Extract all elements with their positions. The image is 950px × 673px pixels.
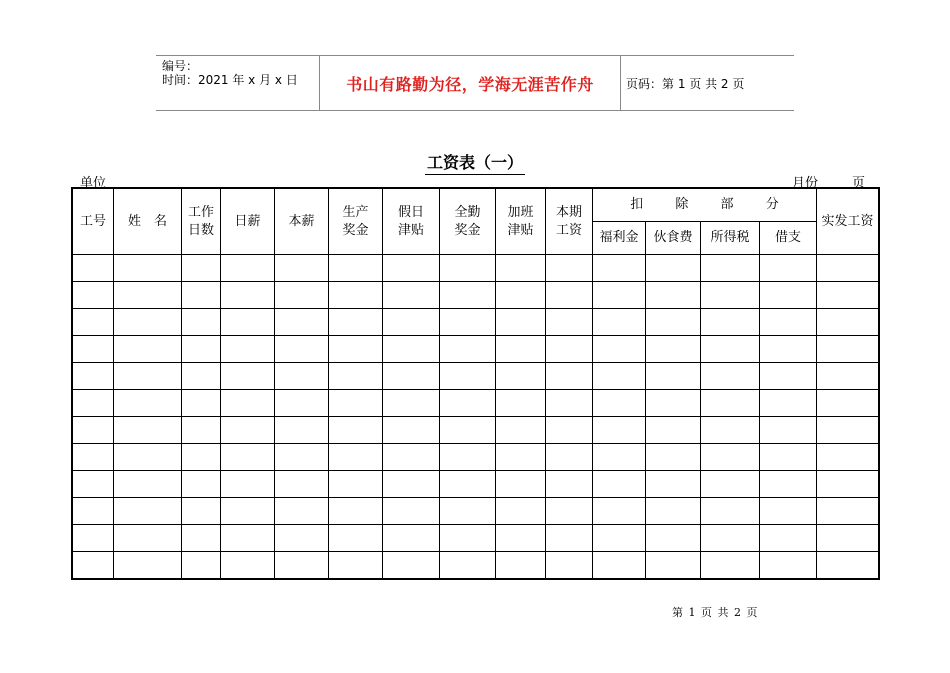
table-cell[interactable] — [73, 282, 114, 309]
table-cell[interactable] — [275, 309, 329, 336]
table-cell[interactable] — [383, 552, 440, 579]
table-cell[interactable] — [383, 444, 440, 471]
table-cell[interactable] — [546, 552, 593, 579]
table-cell[interactable] — [182, 255, 221, 282]
table-cell[interactable] — [701, 498, 760, 525]
col-header-meals: 伙食费 — [646, 222, 701, 255]
document-number-label: 编号： — [162, 59, 199, 73]
col-header-id: 工号 — [73, 189, 114, 255]
table-cell[interactable] — [546, 417, 593, 444]
table-cell[interactable] — [114, 417, 182, 444]
table-cell[interactable] — [440, 336, 496, 363]
table-cell[interactable] — [546, 309, 593, 336]
table-cell[interactable] — [73, 363, 114, 390]
table-cell[interactable] — [383, 363, 440, 390]
table-cell[interactable] — [73, 255, 114, 282]
table-cell[interactable] — [275, 444, 329, 471]
table-cell[interactable] — [182, 390, 221, 417]
table-cell[interactable] — [182, 444, 221, 471]
table-cell[interactable] — [546, 444, 593, 471]
table-cell[interactable] — [221, 282, 275, 309]
table-cell[interactable] — [760, 363, 817, 390]
table-cell[interactable] — [593, 363, 646, 390]
table-cell[interactable] — [73, 552, 114, 579]
table-cell[interactable] — [329, 255, 383, 282]
col-header-daily-wage: 日薪 — [221, 189, 275, 255]
table-cell[interactable] — [440, 417, 496, 444]
table-cell[interactable] — [275, 255, 329, 282]
table-cell[interactable] — [221, 471, 275, 498]
table-cell[interactable] — [646, 390, 701, 417]
table-cell[interactable] — [182, 552, 221, 579]
table-cell[interactable] — [73, 417, 114, 444]
table-cell[interactable] — [114, 552, 182, 579]
table-cell[interactable] — [275, 282, 329, 309]
table-cell[interactable] — [440, 552, 496, 579]
col-header-net-pay: 实发工资 — [817, 189, 879, 255]
table-cell[interactable] — [114, 255, 182, 282]
table-cell[interactable] — [760, 552, 817, 579]
table-cell[interactable] — [593, 444, 646, 471]
document-header — [156, 55, 794, 111]
col-header-deductions-group: 扣 除 部 分 — [593, 189, 817, 222]
table-cell[interactable] — [760, 471, 817, 498]
table-cell[interactable] — [114, 444, 182, 471]
table-row — [73, 282, 879, 309]
table-row — [73, 471, 879, 498]
table-cell[interactable] — [701, 444, 760, 471]
table-cell[interactable] — [701, 282, 760, 309]
table-cell[interactable] — [496, 390, 546, 417]
table-row — [73, 309, 879, 336]
col-header-welfare: 福利金 — [593, 222, 646, 255]
table-row — [73, 552, 879, 579]
table-cell[interactable] — [701, 417, 760, 444]
table-cell[interactable] — [383, 471, 440, 498]
table-row — [73, 336, 879, 363]
table-cell[interactable] — [593, 498, 646, 525]
table-row — [73, 525, 879, 552]
table-cell[interactable] — [329, 444, 383, 471]
col-header-name: 姓 名 — [114, 189, 182, 255]
table-cell[interactable] — [182, 363, 221, 390]
table-cell[interactable] — [440, 282, 496, 309]
table-cell[interactable] — [73, 444, 114, 471]
col-header-production-bonus: 生产 奖金 — [329, 189, 383, 255]
table-cell[interactable] — [646, 255, 701, 282]
table-cell[interactable] — [701, 363, 760, 390]
table-cell[interactable] — [593, 309, 646, 336]
table-cell[interactable] — [329, 417, 383, 444]
table-cell[interactable] — [593, 417, 646, 444]
table-cell[interactable] — [701, 390, 760, 417]
table-cell[interactable] — [114, 309, 182, 336]
table-header-row — [73, 189, 879, 222]
table-cell[interactable] — [817, 282, 879, 309]
table-cell[interactable] — [275, 498, 329, 525]
table-cell[interactable] — [73, 471, 114, 498]
table-cell[interactable] — [646, 498, 701, 525]
table-cell[interactable] — [182, 417, 221, 444]
col-header-attendance-bonus: 全勤 奖金 — [440, 189, 496, 255]
table-cell[interactable] — [383, 336, 440, 363]
table-cell[interactable] — [760, 255, 817, 282]
table-cell[interactable] — [546, 471, 593, 498]
table-cell[interactable] — [383, 390, 440, 417]
table-cell[interactable] — [114, 390, 182, 417]
table-cell[interactable] — [546, 255, 593, 282]
table-cell[interactable] — [546, 363, 593, 390]
table-cell[interactable] — [817, 552, 879, 579]
table-cell[interactable] — [593, 471, 646, 498]
table-cell[interactable] — [73, 498, 114, 525]
table-cell[interactable] — [440, 471, 496, 498]
table-cell[interactable] — [383, 309, 440, 336]
table-cell[interactable] — [73, 390, 114, 417]
table-cell[interactable] — [221, 336, 275, 363]
table-cell[interactable] — [760, 309, 817, 336]
table-cell[interactable] — [182, 282, 221, 309]
table-cell[interactable] — [646, 471, 701, 498]
table-cell[interactable] — [817, 471, 879, 498]
table-cell[interactable] — [817, 390, 879, 417]
table-cell[interactable] — [329, 336, 383, 363]
table-cell[interactable] — [182, 498, 221, 525]
table-cell[interactable] — [701, 471, 760, 498]
col-header-holiday-allowance: 假日 津贴 — [383, 189, 440, 255]
table-cell[interactable] — [73, 309, 114, 336]
table-cell[interactable] — [329, 471, 383, 498]
table-cell[interactable] — [546, 525, 593, 552]
table-cell[interactable] — [275, 471, 329, 498]
table-cell[interactable] — [114, 336, 182, 363]
table-cell[interactable] — [496, 309, 546, 336]
table-cell[interactable] — [760, 390, 817, 417]
table-cell[interactable] — [114, 282, 182, 309]
table-cell[interactable] — [440, 498, 496, 525]
table-cell[interactable] — [275, 336, 329, 363]
table-cell[interactable] — [275, 417, 329, 444]
col-header-advance: 借支 — [760, 222, 817, 255]
table-cell[interactable] — [440, 390, 496, 417]
table-cell[interactable] — [329, 309, 383, 336]
table-cell[interactable] — [182, 525, 221, 552]
header-page-info: 页码：第 1 页 共 2 页 — [626, 76, 745, 91]
table-cell[interactable] — [383, 282, 440, 309]
table-cell[interactable] — [817, 498, 879, 525]
table-cell[interactable] — [817, 309, 879, 336]
table-cell[interactable] — [817, 444, 879, 471]
table-cell[interactable] — [182, 471, 221, 498]
table-row — [73, 444, 879, 471]
table-cell[interactable] — [646, 552, 701, 579]
table-cell[interactable] — [221, 417, 275, 444]
page-label: 页 — [852, 176, 866, 191]
table-cell[interactable] — [701, 525, 760, 552]
salary-table-body — [73, 255, 879, 579]
table-cell[interactable] — [496, 444, 546, 471]
salary-table — [72, 188, 879, 579]
table-cell[interactable] — [701, 255, 760, 282]
month-label: 月份 — [792, 176, 819, 191]
table-cell[interactable] — [221, 255, 275, 282]
table-cell[interactable] — [496, 552, 546, 579]
table-cell[interactable] — [182, 336, 221, 363]
table-cell[interactable] — [329, 552, 383, 579]
table-cell[interactable] — [221, 309, 275, 336]
table-cell[interactable] — [383, 417, 440, 444]
col-header-income-tax: 所得税 — [701, 222, 760, 255]
header-motto: 书山有路勤为径，学海无涯苦作舟 — [346, 74, 594, 94]
table-cell[interactable] — [593, 255, 646, 282]
col-header-workdays: 工作 日数 — [182, 189, 221, 255]
table-cell[interactable] — [275, 525, 329, 552]
table-cell[interactable] — [546, 390, 593, 417]
table-cell[interactable] — [496, 282, 546, 309]
col-header-overtime-allowance: 加班 津贴 — [496, 189, 546, 255]
col-header-period-wage: 本期 工资 — [546, 189, 593, 255]
unit-label: 单位 — [80, 176, 107, 191]
table-row — [73, 390, 879, 417]
table-cell[interactable] — [275, 390, 329, 417]
table-cell[interactable] — [701, 309, 760, 336]
table-cell[interactable] — [221, 444, 275, 471]
table-cell[interactable] — [496, 255, 546, 282]
table-cell[interactable] — [329, 363, 383, 390]
table-cell[interactable] — [496, 525, 546, 552]
table-cell[interactable] — [646, 525, 701, 552]
header-divider — [620, 56, 621, 110]
table-row — [73, 498, 879, 525]
table-cell[interactable] — [646, 282, 701, 309]
table-cell[interactable] — [646, 444, 701, 471]
table-cell[interactable] — [275, 552, 329, 579]
table-cell[interactable] — [275, 363, 329, 390]
table-cell[interactable] — [593, 282, 646, 309]
table-row — [73, 255, 879, 282]
table-cell[interactable] — [760, 444, 817, 471]
table-cell[interactable] — [73, 336, 114, 363]
table-cell[interactable] — [760, 417, 817, 444]
table-cell[interactable] — [440, 444, 496, 471]
table-cell[interactable] — [182, 309, 221, 336]
table-cell[interactable] — [114, 498, 182, 525]
table-cell[interactable] — [440, 525, 496, 552]
table-cell[interactable] — [646, 336, 701, 363]
table-cell[interactable] — [817, 363, 879, 390]
table-cell[interactable] — [593, 390, 646, 417]
table-cell[interactable] — [114, 525, 182, 552]
table-cell[interactable] — [817, 336, 879, 363]
table-cell[interactable] — [329, 525, 383, 552]
table-cell[interactable] — [760, 336, 817, 363]
table-cell[interactable] — [221, 363, 275, 390]
table-cell[interactable] — [496, 336, 546, 363]
table-cell[interactable] — [646, 309, 701, 336]
table-cell[interactable] — [221, 552, 275, 579]
table-cell[interactable] — [546, 498, 593, 525]
table-cell[interactable] — [329, 282, 383, 309]
header-meta — [162, 56, 318, 110]
table-cell[interactable] — [329, 498, 383, 525]
table-cell[interactable] — [440, 309, 496, 336]
table-cell[interactable] — [383, 255, 440, 282]
table-cell[interactable] — [221, 498, 275, 525]
table-cell[interactable] — [760, 525, 817, 552]
col-header-base-salary: 本薪 — [275, 189, 329, 255]
table-cell[interactable] — [701, 336, 760, 363]
table-cell[interactable] — [546, 336, 593, 363]
table-row — [73, 417, 879, 444]
table-cell[interactable] — [646, 363, 701, 390]
table-cell[interactable] — [496, 498, 546, 525]
table-cell[interactable] — [496, 363, 546, 390]
page-footer: 第 1 页 共 2 页 — [672, 606, 758, 619]
table-cell[interactable] — [760, 282, 817, 309]
table-cell[interactable] — [817, 417, 879, 444]
table-cell[interactable] — [114, 471, 182, 498]
table-cell[interactable] — [646, 417, 701, 444]
table-cell[interactable] — [593, 525, 646, 552]
page-title-text: 工资表（一） — [425, 150, 525, 175]
document-time-label: 时间：2021 年 x 月 x 日 — [162, 73, 298, 87]
table-cell[interactable] — [329, 390, 383, 417]
table-cell[interactable] — [496, 471, 546, 498]
table-cell[interactable] — [383, 498, 440, 525]
table-cell[interactable] — [593, 336, 646, 363]
table-row — [73, 363, 879, 390]
table-cell[interactable] — [383, 525, 440, 552]
table-cell[interactable] — [760, 498, 817, 525]
table-cell[interactable] — [593, 552, 646, 579]
table-cell[interactable] — [496, 417, 546, 444]
table-cell[interactable] — [221, 525, 275, 552]
table-cell[interactable] — [221, 390, 275, 417]
table-cell[interactable] — [817, 255, 879, 282]
table-cell[interactable] — [114, 363, 182, 390]
table-cell[interactable] — [817, 525, 879, 552]
table-cell[interactable] — [546, 282, 593, 309]
table-cell[interactable] — [440, 363, 496, 390]
table-cell[interactable] — [73, 525, 114, 552]
table-cell[interactable] — [701, 552, 760, 579]
table-cell[interactable] — [440, 255, 496, 282]
